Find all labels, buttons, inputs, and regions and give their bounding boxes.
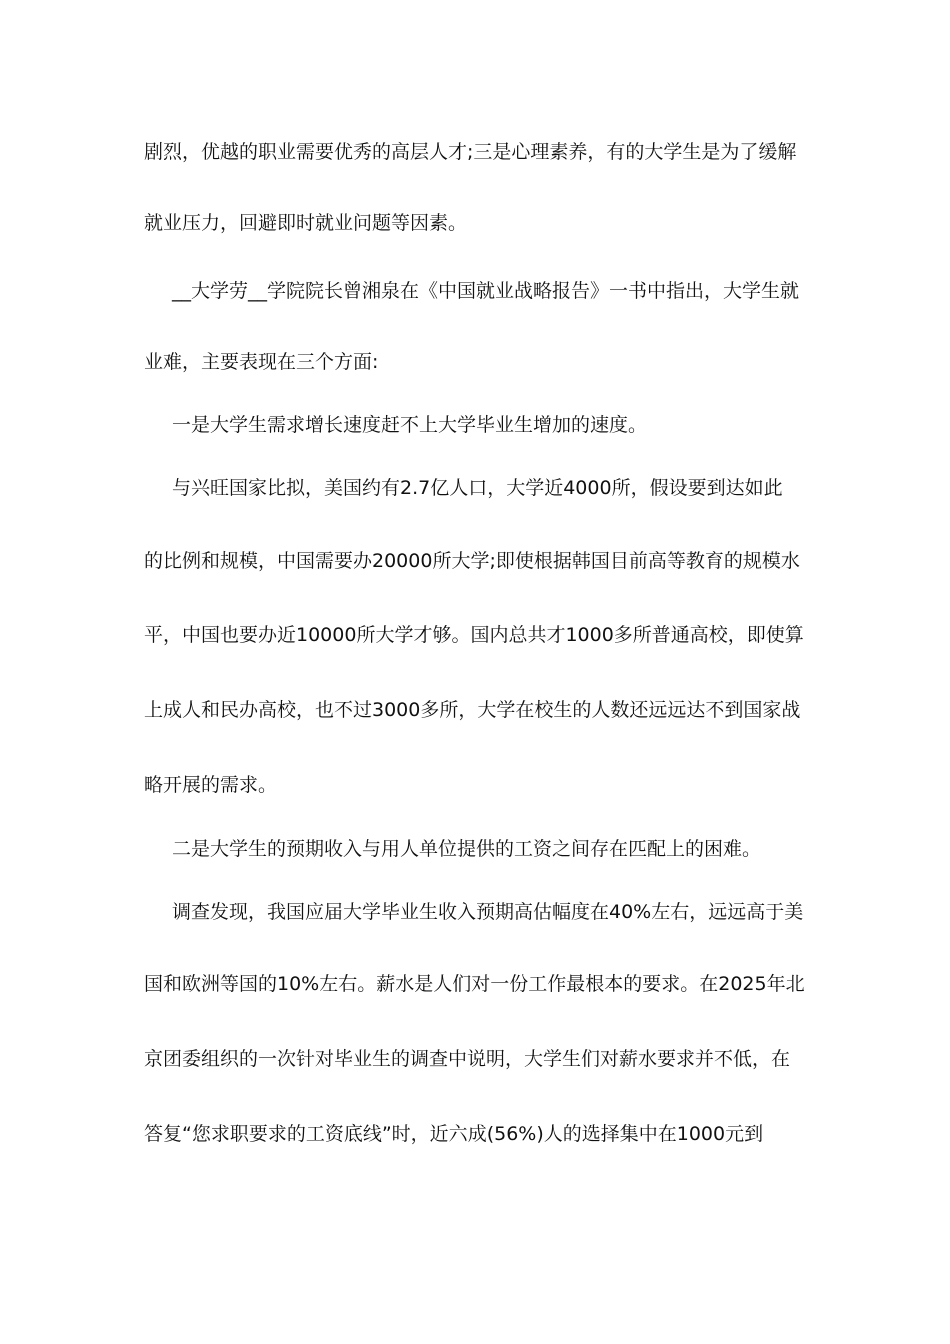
- text-line: 一是大学生需求增长速度赶不上大学毕业生增加的速度。: [172, 414, 648, 436]
- text-line: 国和欧洲等国的10%左右。薪水是人们对一份工作最根本的要求。在2025年北: [144, 973, 805, 995]
- text-line: 的比例和规模，中国需要办20000所大学;即使根据韩国目前高等教育的规模水: [144, 550, 800, 572]
- text-line: 剧烈，优越的职业需要优秀的高层人才;三是心理素养，有的大学生是为了缓解: [144, 141, 797, 163]
- text-line: 调查发现，我国应届大学毕业生收入预期高估幅度在40%左右，远远高于美: [172, 901, 804, 923]
- text-line: 上成人和民办高校，也不过3000多所，大学在校生的人数还远远达不到国家战: [144, 699, 801, 721]
- text-line: 京团委组织的一次针对毕业生的调查中说明，大学生们对薪水要求并不低，在: [144, 1048, 791, 1070]
- text-line: __大学劳__学院院长曾湘泉在《中国就业战略报告》一书中指出，大学生就: [172, 280, 800, 302]
- text-line: 二是大学生的预期收入与用人单位提供的工资之间存在匹配上的困难。: [172, 838, 762, 860]
- text-line: 业难，主要表现在三个方面:: [144, 351, 379, 373]
- text-line: 就业压力，回避即时就业问题等因素。: [144, 212, 468, 234]
- text-line: 与兴旺国家比拟，美国约有2.7亿人口，大学近4000所，假设要到达如此: [172, 477, 783, 499]
- text-line: 答复“您求职要求的工资底线”时，近六成(56%)人的选择集中在1000元到: [144, 1123, 764, 1145]
- text-line: 略开展的需求。: [144, 774, 278, 796]
- text-line: 平，中国也要办近10000所大学才够。国内总共才1000多所普通高校，即使算: [144, 624, 804, 646]
